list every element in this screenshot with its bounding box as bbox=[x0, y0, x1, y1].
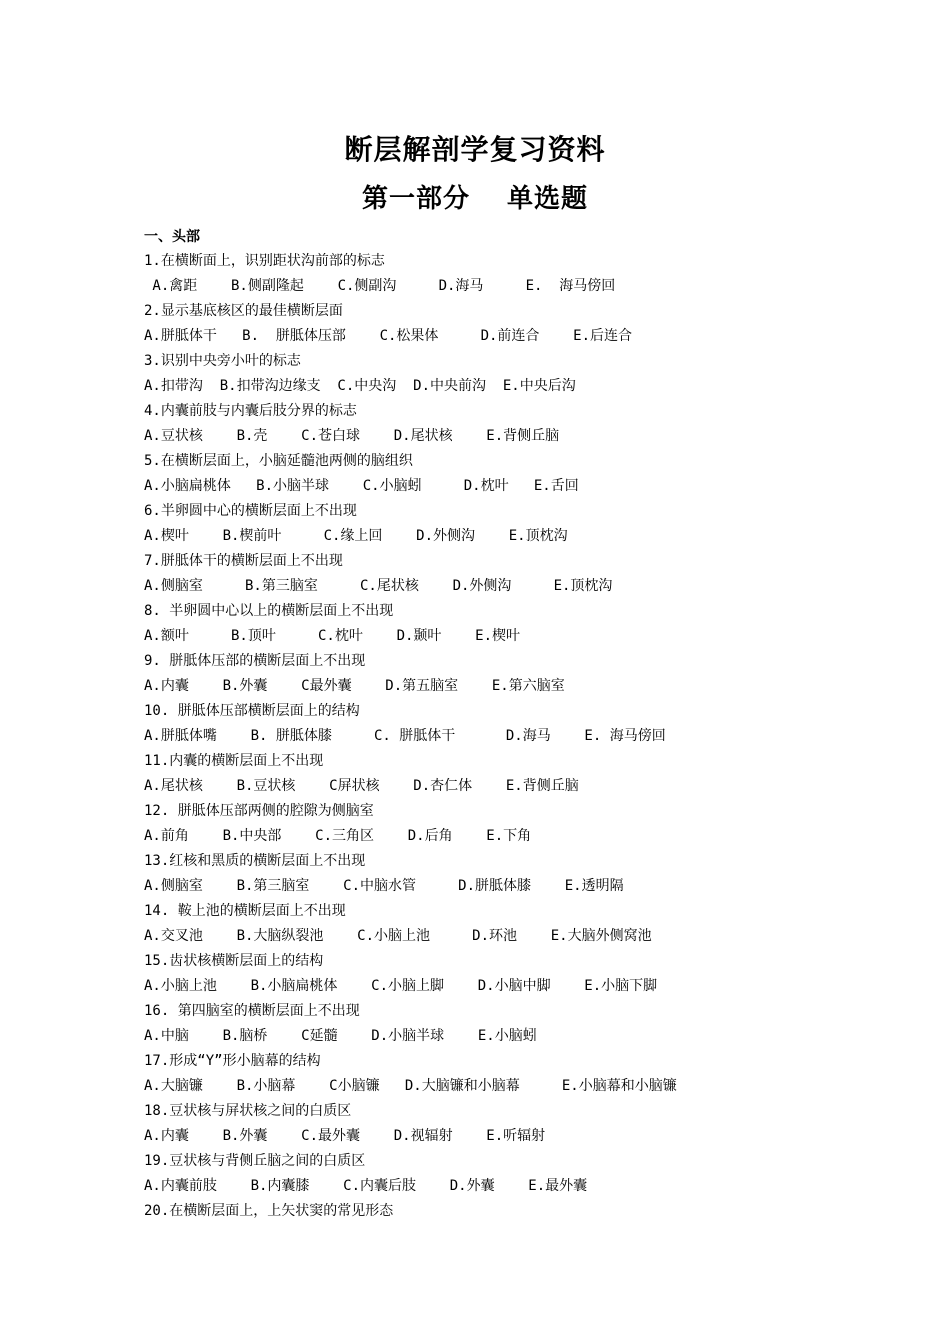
document-title: 断层解剖学复习资料 bbox=[344, 133, 606, 166]
section-heading: 一、头部 bbox=[144, 229, 200, 245]
question-stem: 14. 鞍上池的横断层面上不出现 bbox=[144, 903, 346, 919]
question-item bbox=[144, 299, 924, 349]
question-stem: 8. 半卵圆中心以上的横断层面上不出现 bbox=[144, 603, 394, 619]
question-options: A.尾状核 B.豆状核 C屏状核 D.杏仁体 E.背侧丘脑 bbox=[144, 778, 579, 794]
question-options: A.豆状核 B.壳 C.苍白球 D.尾状核 E.背侧丘脑 bbox=[144, 428, 560, 444]
question-stem: 10. 胼胝体压部横断层面上的结构 bbox=[144, 703, 360, 719]
question-options: A.交叉池 B.大脑纵裂池 C.小脑上池 D.环池 E.大脑外侧窝池 bbox=[144, 928, 652, 944]
question-item bbox=[144, 699, 924, 749]
question-stem: 5.在横断层面上，小脑延髓池两侧的脑组织 bbox=[144, 453, 413, 469]
question-item bbox=[144, 849, 924, 899]
question-item bbox=[144, 549, 924, 599]
question-stem: 17.形成“Y”形小脑幕的结构 bbox=[144, 1053, 321, 1069]
part-heading: 第一部分 单选题 bbox=[361, 184, 589, 214]
question-options: A.楔叶 B.楔前叶 C.缘上回 D.外侧沟 E.顶枕沟 bbox=[144, 528, 568, 544]
question-item bbox=[144, 449, 924, 499]
question-options: A.内囊前肢 B.内囊膝 C.内囊后肢 D.外囊 E.最外囊 bbox=[144, 1178, 588, 1194]
question-stem: 6.半卵圆中心的横断层面上不出现 bbox=[144, 503, 357, 519]
question-options: A.胼胝体嘴 B. 胼胝体膝 C. 胼胝体干 D.海马 E. 海马傍回 bbox=[144, 728, 666, 744]
question-options: A.额叶 B.顶叶 C.枕叶 D.颞叶 E.楔叶 bbox=[144, 628, 521, 644]
question-stem: 2.显示基底核区的最佳横断层面 bbox=[144, 303, 343, 319]
question-stem: 1.在横断面上，识别距状沟前部的标志 bbox=[144, 253, 385, 269]
question-item bbox=[144, 349, 924, 399]
question-stem: 11.内囊的横断层面上不出现 bbox=[144, 753, 324, 769]
question-options: A.禽距 B.侧副隆起 C.侧副沟 D.海马 E. 海马傍回 bbox=[144, 278, 616, 294]
question-stem: 19.豆状核与背侧丘脑之间的白质区 bbox=[144, 1153, 366, 1169]
question-item bbox=[144, 1149, 924, 1199]
question-options: A.侧脑室 B.第三脑室 C.尾状核 D.外侧沟 E.顶枕沟 bbox=[144, 578, 613, 594]
question-item bbox=[144, 749, 924, 799]
question-options: A.小脑扁桃体 B.小脑半球 C.小脑蚓 D.枕叶 E.舌回 bbox=[144, 478, 579, 494]
question-stem: 18.豆状核与屏状核之间的白质区 bbox=[144, 1103, 352, 1119]
question-item bbox=[144, 899, 924, 949]
question-stem: 3.识别中央旁小叶的标志 bbox=[144, 353, 301, 369]
question-item bbox=[144, 1199, 924, 1249]
question-options: A.扣带沟 B.扣带沟边缘支 C.中央沟 D.中央前沟 E.中央后沟 bbox=[144, 378, 576, 394]
question-item bbox=[144, 1099, 924, 1149]
question-options: A.内囊 B.外囊 C最外囊 D.第五脑室 E.第六脑室 bbox=[144, 678, 565, 694]
question-stem: 15.齿状核横断层面上的结构 bbox=[144, 953, 324, 969]
question-item bbox=[144, 249, 924, 299]
question-stem: 13.红核和黑质的横断层面上不出现 bbox=[144, 853, 366, 869]
question-stem: 9. 胼胝体压部的横断层面上不出现 bbox=[144, 653, 366, 669]
question-options: A.侧脑室 B.第三脑室 C.中脑水管 D.胼胝体膝 E.透明隔 bbox=[144, 878, 624, 894]
question-item bbox=[144, 949, 924, 999]
question-stem: 16. 第四脑室的横断层面上不出现 bbox=[144, 1003, 360, 1019]
question-options bbox=[144, 1224, 924, 1249]
question-options: A.内囊 B.外囊 C.最外囊 D.视辐射 E.听辐射 bbox=[144, 1128, 546, 1144]
question-stem: 7.胼胝体干的横断层面上不出现 bbox=[144, 553, 343, 569]
question-item bbox=[144, 999, 924, 1049]
question-item bbox=[144, 599, 924, 649]
question-stem: 4.内囊前肢与内囊后肢分界的标志 bbox=[144, 403, 357, 419]
question-options: A.中脑 B.脑桥 C延髓 D.小脑半球 E.小脑蚓 bbox=[144, 1028, 537, 1044]
question-options: A.小脑上池 B.小脑扁桃体 C.小脑上脚 D.小脑中脚 E.小脑下脚 bbox=[144, 978, 658, 994]
question-options: A.前角 B.中央部 C.三角区 D.后角 E.下角 bbox=[144, 828, 532, 844]
question-item bbox=[144, 499, 924, 549]
question-item bbox=[144, 649, 924, 699]
question-options: A.大脑镰 B.小脑幕 C小脑镰 D.大脑镰和小脑幕 E.小脑幕和小脑镰 bbox=[144, 1078, 677, 1094]
question-item bbox=[144, 1049, 924, 1099]
question-stem: 12. 胼胝体压部两侧的腔隙为侧脑室 bbox=[144, 803, 374, 819]
question-item bbox=[144, 399, 924, 449]
question-item bbox=[144, 799, 924, 849]
question-stem: 20.在横断层面上，上矢状窦的常见形态 bbox=[144, 1203, 394, 1219]
question-options: A.胼胝体干 B. 胼胝体压部 C.松果体 D.前连合 E.后连合 bbox=[144, 328, 633, 344]
question-list bbox=[144, 249, 924, 1249]
